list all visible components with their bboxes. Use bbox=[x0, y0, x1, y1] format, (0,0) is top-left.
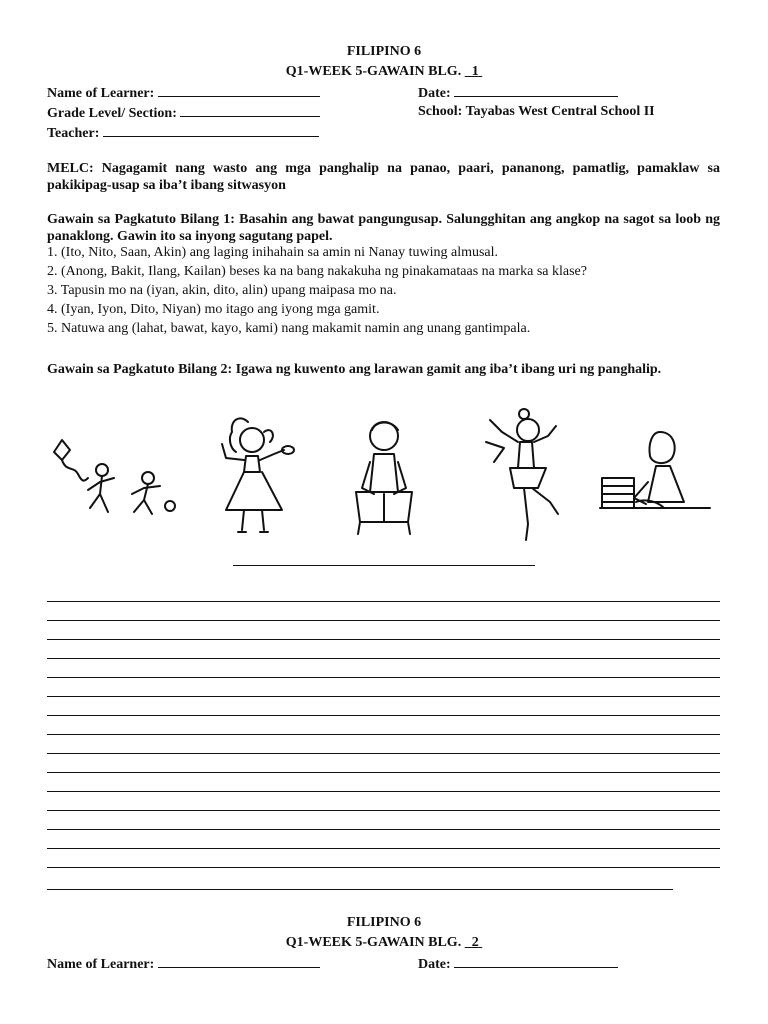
name-blank[interactable] bbox=[158, 84, 320, 97]
week-title-2 bbox=[0, 935, 768, 951]
writing-line[interactable] bbox=[47, 772, 720, 773]
writing-line[interactable] bbox=[47, 734, 720, 735]
grade-label: Grade Level/ Section: bbox=[47, 106, 177, 121]
writing-line[interactable] bbox=[47, 601, 720, 602]
writing-line[interactable] bbox=[47, 791, 720, 792]
week-title-text-2: Q1-WEEK 5-GAWAIN BLG. bbox=[285, 935, 465, 950]
pictures-row bbox=[44, 402, 724, 552]
writing-line[interactable] bbox=[47, 696, 720, 697]
item-1: 1. (Ito, Nito, Saan, Akin) ang laging inihahain sa amin ni Nanay tuwing almusal. bbox=[47, 245, 499, 260]
date-blank-2[interactable] bbox=[454, 955, 618, 968]
teacher-blank[interactable] bbox=[103, 124, 319, 137]
gawain2-instructions: Gawain sa Pagkatuto Bilang 2: Igawa ng kuwento ang larawan gamit ang iba’t ibang uri ng panghalip. bbox=[47, 362, 662, 377]
writing-line[interactable] bbox=[47, 639, 720, 640]
children-playing-icon bbox=[54, 440, 175, 514]
date-blank[interactable] bbox=[454, 84, 618, 97]
writing-line[interactable] bbox=[47, 867, 720, 868]
gawain-number: 1 bbox=[471, 64, 479, 79]
teacher-label: Teacher: bbox=[47, 126, 100, 141]
writing-line[interactable] bbox=[47, 810, 720, 811]
grade-section-field bbox=[47, 104, 320, 122]
boy-reading-icon bbox=[356, 422, 412, 534]
name-blank-2[interactable] bbox=[158, 955, 320, 968]
grade-blank[interactable] bbox=[180, 104, 320, 117]
item-4: 4. (Iyan, Iyon, Dito, Niyan) mo itago ang iyong mga gamit. bbox=[47, 302, 380, 317]
writing-line[interactable] bbox=[47, 620, 720, 621]
date-field bbox=[418, 84, 618, 102]
writing-line[interactable] bbox=[47, 715, 720, 716]
girl-studying-icon bbox=[600, 432, 710, 508]
story-title-line[interactable] bbox=[233, 565, 535, 566]
name-label-2: Name of Learner: bbox=[47, 957, 155, 972]
date-label: Date: bbox=[418, 86, 451, 101]
item-3: 3. Tapusin mo na (iyan, akin, dito, alin) upang maipasa mo na. bbox=[47, 283, 397, 298]
name-label: Name of Learner: bbox=[47, 86, 155, 101]
girl-dancing-icon bbox=[486, 409, 558, 540]
week-title-text: Q1-WEEK 5-GAWAIN BLG. bbox=[285, 64, 465, 79]
writing-line[interactable] bbox=[47, 829, 720, 830]
subject-title-2: FILIPINO 6 bbox=[346, 915, 422, 930]
name-of-learner-field bbox=[47, 84, 320, 102]
gawain1-instructions: Gawain sa Pagkatuto Bilang 1: Basahin ang bawat pangungusap. Salungghitan ang angkop na sagot sa loob ng panaklong. Gawin ito sa inyong sagutang papel. bbox=[47, 212, 720, 244]
girl-singing-icon bbox=[222, 418, 294, 532]
gawain-number-2: 2 bbox=[471, 935, 479, 950]
week-title bbox=[0, 64, 768, 80]
date-label-2: Date: bbox=[418, 957, 451, 972]
writing-line[interactable] bbox=[47, 677, 720, 678]
writing-line[interactable] bbox=[47, 753, 720, 754]
teacher-field bbox=[47, 124, 319, 142]
item-2: 2. (Anong, Bakit, Ilang, Kailan) beses ka na bang nakakuha ng pinakamataas na marka sa klase? bbox=[47, 264, 587, 279]
writing-line[interactable] bbox=[47, 848, 720, 849]
melc-paragraph: MELC: Nagagamit nang wasto ang mga panghalip na panao, paari, pananong, pamatlig, pamaklaw sa pakikipag-usap sa iba’t ibang sitwasyon bbox=[47, 161, 720, 193]
school-label: School: Tayabas West Central School II bbox=[418, 104, 655, 119]
writing-line[interactable] bbox=[47, 658, 720, 659]
subject-title: FILIPINO 6 bbox=[346, 44, 422, 59]
name-of-learner-field-2 bbox=[47, 955, 320, 973]
date-field-2 bbox=[418, 955, 618, 973]
item-5: 5. Natuwa ang (lahat, bawat, kayo, kami) nang makamit namin ang unang gantimpala. bbox=[47, 321, 531, 336]
writing-line-last[interactable] bbox=[47, 889, 673, 890]
